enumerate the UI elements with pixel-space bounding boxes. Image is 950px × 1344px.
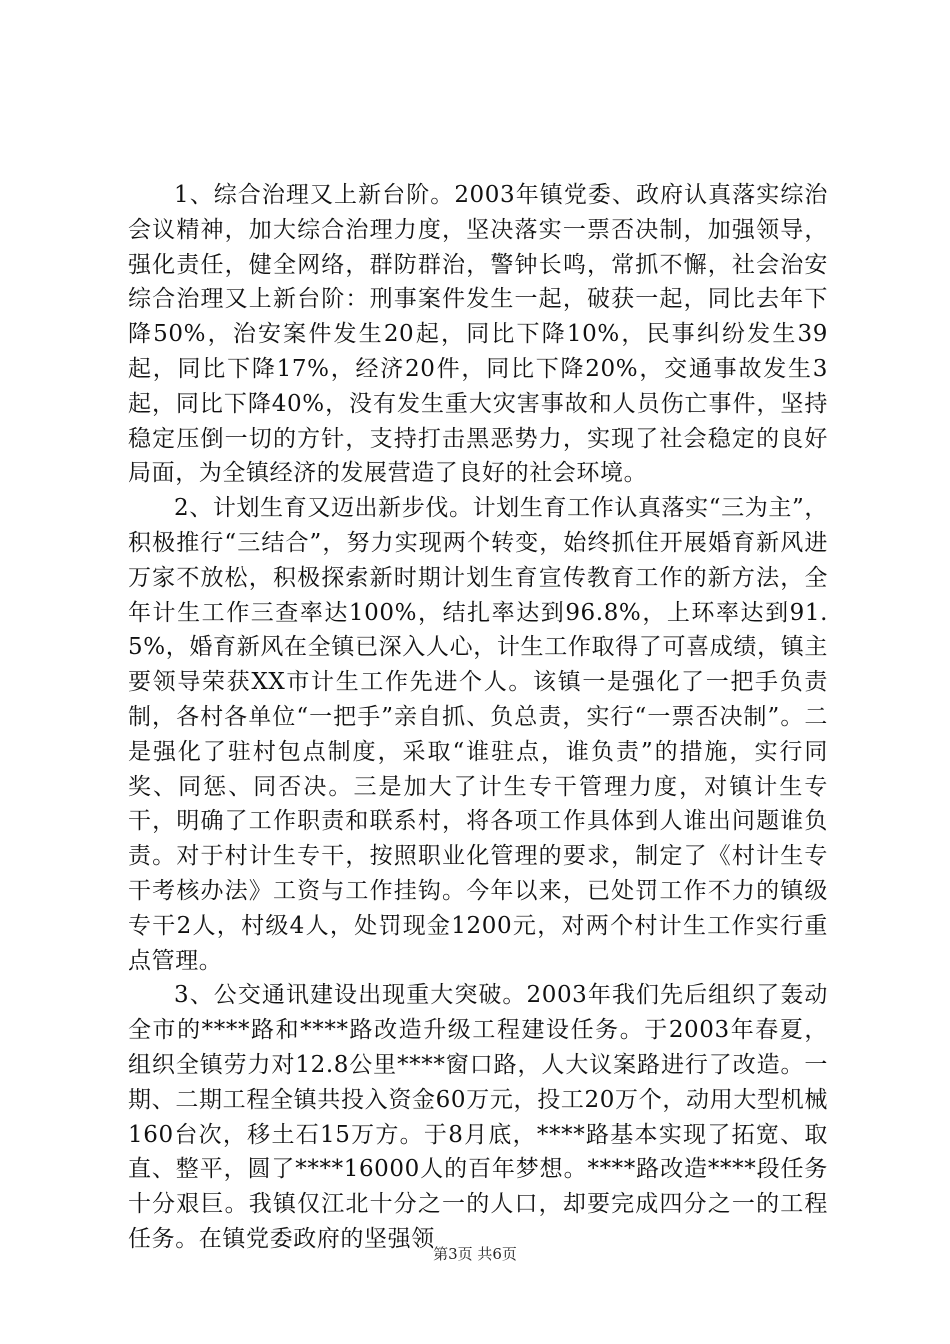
- paragraph-transport-communications: 3、公交通讯建设出现重大突破。2003年我们先后组织了轰动全市的****路和****路改造升级工程建设任务。于2003年春夏，组织全镇劳力对12.8公里****窗口路，人大议案路进行了改造。一期、二期工程全镇共投入资金60万元，投工20万个，动用大型机械160台次，移土石15万方。于8月底，****路基本实现了拓宽、取直、整平，圆了****16000人的百年梦想。****路改造****段任务十分艰巨。我镇仅江北十分之一的人口，却要完成四分之一的工程任务。在镇党委政府的坚强领: [128, 982, 828, 1252]
- document-body: [128, 178, 828, 1257]
- paragraph-family-planning: 2、计划生育又迈出新步伐。计划生育工作认真落实“三为主”，积极推行“三结合”，努力实现两个转变，始终抓住开展婚育新风进万家不放松，积极探索新时期计划生育宣传教育工作的新方法，全年计生工作三查率达100%，结扎率达到96.8%，上环率达到91.5%，婚育新风在全镇已深入人心，计生工作取得了可喜成绩，镇主要领导荣获XX市计生工作先进个人。该镇一是强化了一把手负责制，各村各单位“一把手”亲自抓、负总责，实行“一票否决制”。二是强化了驻村包点制度，采取“谁驻点，谁负责”的措施，实行同奖、同惩、同否决。三是加大了计生专干管理力度，对镇计生专干，明确了工作职责和联系村，将各项工作具体到人谁出问题谁负责。对于村计生专干，按照职业化管理的要求，制定了《村计生专干考核办法》工资与工作挂钩。今年以来，已处罚工作不力的镇级专干2人，村级4人，处罚现金1200元，对两个村计生工作实行重点管理。: [128, 495, 828, 974]
- paragraph-comprehensive-governance: 1、综合治理又上新台阶。2003年镇党委、政府认真落实综治会议精神，加大综合治理力度，坚决落实一票否决制，加强领导，强化责任，健全网络，群防群治，警钟长鸣，常抓不懈，社会治安综合治理又上新台阶：刑事案件发生一起，破获一起，同比去年下降50%，治安案件发生20起，同比下降10%，民事纠纷发生39起，同比下降17%，经济20件，同比下降20%，交通事故发生3起，同比下降40%，没有发生重大灾害事故和人员伤亡事件，坚持稳定压倒一切的方针，支持打击黑恶势力，实现了社会稳定的良好局面，为全镇经济的发展营造了良好的社会环境。: [128, 182, 828, 487]
- page-number-footer: 第3页 共6页: [433, 1245, 517, 1263]
